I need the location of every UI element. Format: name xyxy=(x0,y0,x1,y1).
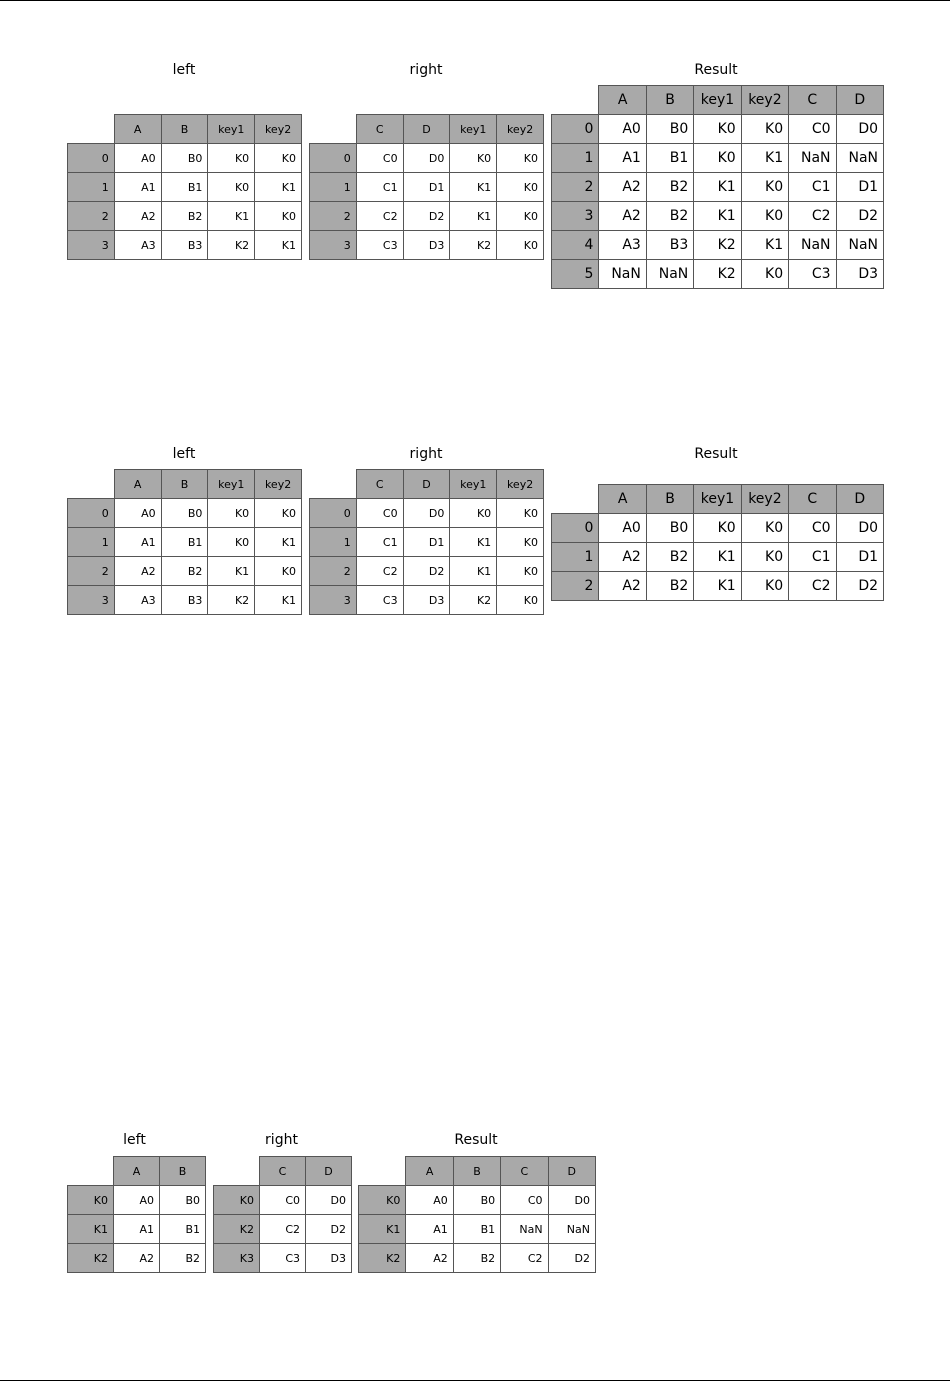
row-index: 2 xyxy=(68,202,115,231)
column-header: D xyxy=(548,1157,595,1186)
table-cell: D0 xyxy=(403,499,450,528)
corner-cell xyxy=(359,1157,406,1186)
column-header: C xyxy=(501,1157,548,1186)
table-cell: B2 xyxy=(453,1244,500,1273)
table-cell: K2 xyxy=(208,586,255,615)
table-row xyxy=(68,202,302,231)
top-rule xyxy=(0,0,950,1)
table-cell: K0 xyxy=(208,528,255,557)
left-table-title: left xyxy=(172,62,196,78)
row-index: 1 xyxy=(68,528,115,557)
table-row xyxy=(214,1244,352,1273)
row-index: 2 xyxy=(310,202,357,231)
table-row xyxy=(552,115,884,144)
table-cell: C3 xyxy=(356,231,403,260)
table-cell: K1 xyxy=(450,528,497,557)
table-row xyxy=(68,173,302,202)
table-row xyxy=(214,1215,352,1244)
table-cell: B0 xyxy=(161,144,208,173)
table-row xyxy=(310,557,544,586)
row-index: 0 xyxy=(552,514,599,543)
table-cell: A1 xyxy=(406,1215,453,1244)
table-cell: A1 xyxy=(114,1215,160,1244)
table-cell: B0 xyxy=(161,499,208,528)
column-header: C xyxy=(356,470,403,499)
table-cell: K0 xyxy=(741,260,788,289)
table-cell: D1 xyxy=(836,543,883,572)
table-cell: K1 xyxy=(255,586,302,615)
table-cell: K0 xyxy=(255,557,302,586)
column-header: D xyxy=(306,1157,352,1186)
table-cell: B1 xyxy=(161,173,208,202)
table-cell: K1 xyxy=(208,202,255,231)
corner-cell xyxy=(214,1157,260,1186)
result-table xyxy=(551,484,884,601)
table-cell: A3 xyxy=(114,231,161,260)
row-index: K0 xyxy=(214,1186,260,1215)
column-header: key1 xyxy=(694,485,741,514)
table-cell: A0 xyxy=(114,144,161,173)
table-cell: K0 xyxy=(255,144,302,173)
table-row xyxy=(68,231,302,260)
right-table-title: right xyxy=(409,62,443,78)
table-row xyxy=(68,499,302,528)
table-cell: K1 xyxy=(694,543,741,572)
table-cell: B2 xyxy=(161,202,208,231)
column-header: D xyxy=(403,115,450,144)
table-cell: K0 xyxy=(497,144,544,173)
right-table xyxy=(309,114,544,260)
left-table-title: left xyxy=(172,446,196,462)
table-cell: D0 xyxy=(548,1186,595,1215)
row-index: 1 xyxy=(552,144,599,173)
header-row xyxy=(310,115,544,144)
table-cell: B1 xyxy=(646,144,693,173)
table-cell: K1 xyxy=(694,572,741,601)
table-cell: K1 xyxy=(450,557,497,586)
table-cell: D2 xyxy=(836,202,883,231)
right-table xyxy=(213,1156,352,1273)
table-cell: K0 xyxy=(741,543,788,572)
table-cell: K0 xyxy=(255,202,302,231)
table-cell: B2 xyxy=(646,543,693,572)
table-cell: NaN xyxy=(501,1215,548,1244)
table-cell: K1 xyxy=(255,528,302,557)
row-index: 1 xyxy=(310,173,357,202)
row-index: 1 xyxy=(310,528,357,557)
table-cell: K2 xyxy=(694,231,741,260)
column-header: A xyxy=(114,470,161,499)
table-row xyxy=(552,231,884,260)
column-header: D xyxy=(836,86,883,115)
table-cell: D2 xyxy=(548,1244,595,1273)
table-cell: C1 xyxy=(356,173,403,202)
row-index: 2 xyxy=(310,557,357,586)
row-index: 1 xyxy=(552,543,599,572)
table-cell: B2 xyxy=(646,572,693,601)
table-cell: K0 xyxy=(741,202,788,231)
table-cell: D3 xyxy=(403,231,450,260)
table-cell: K0 xyxy=(741,514,788,543)
table-cell: D2 xyxy=(403,202,450,231)
table-cell: A2 xyxy=(114,1244,160,1273)
header-row xyxy=(552,86,884,115)
table-cell: A0 xyxy=(599,115,646,144)
column-header: B xyxy=(161,470,208,499)
table-cell: B2 xyxy=(161,557,208,586)
table-cell: K1 xyxy=(255,231,302,260)
table-cell: K0 xyxy=(497,202,544,231)
corner-cell xyxy=(68,1157,114,1186)
table-cell: C2 xyxy=(501,1244,548,1273)
row-index: 3 xyxy=(310,231,357,260)
table-cell: K1 xyxy=(694,202,741,231)
table-cell: B2 xyxy=(646,173,693,202)
table-cell: C2 xyxy=(789,202,836,231)
bottom-rule xyxy=(0,1380,950,1381)
header-row xyxy=(310,470,544,499)
table-cell: B0 xyxy=(160,1186,206,1215)
row-index: 0 xyxy=(552,115,599,144)
table-row xyxy=(310,231,544,260)
table-row xyxy=(359,1215,596,1244)
table-cell: A2 xyxy=(599,173,646,202)
header-row xyxy=(68,1157,206,1186)
row-index: 3 xyxy=(310,586,357,615)
left-table xyxy=(67,1156,206,1273)
row-index: 0 xyxy=(310,499,357,528)
table-cell: C2 xyxy=(356,202,403,231)
column-header: A xyxy=(599,86,646,115)
row-index: 3 xyxy=(552,202,599,231)
table-row xyxy=(552,144,884,173)
table-cell: K0 xyxy=(694,115,741,144)
table-cell: C2 xyxy=(789,572,836,601)
column-header: C xyxy=(789,86,836,115)
table-cell: A0 xyxy=(599,514,646,543)
table-cell: A0 xyxy=(114,499,161,528)
table-cell: NaN xyxy=(836,231,883,260)
column-header: key2 xyxy=(741,86,788,115)
row-index: 3 xyxy=(68,586,115,615)
table-cell: A1 xyxy=(114,528,161,557)
row-index: K1 xyxy=(359,1215,406,1244)
table-cell: K0 xyxy=(450,499,497,528)
result-table xyxy=(551,85,884,289)
right-table-title: right xyxy=(265,1132,298,1148)
table-row xyxy=(68,1244,206,1273)
table-cell: K1 xyxy=(255,173,302,202)
table-cell: D1 xyxy=(403,173,450,202)
row-index: K1 xyxy=(68,1215,114,1244)
table-cell: D3 xyxy=(403,586,450,615)
table-cell: K0 xyxy=(497,173,544,202)
table-cell: K0 xyxy=(497,557,544,586)
table-cell: K0 xyxy=(497,528,544,557)
column-header: key1 xyxy=(450,115,497,144)
result-table-title: Result xyxy=(694,446,738,462)
row-index: 3 xyxy=(68,231,115,260)
table-cell: A1 xyxy=(599,144,646,173)
table-cell: D1 xyxy=(836,173,883,202)
header-row xyxy=(359,1157,596,1186)
result-table xyxy=(358,1156,596,1273)
table-cell: K2 xyxy=(694,260,741,289)
table-cell: C3 xyxy=(789,260,836,289)
column-header: A xyxy=(599,485,646,514)
table-row xyxy=(68,144,302,173)
table-cell: K0 xyxy=(741,173,788,202)
row-index: K3 xyxy=(214,1244,260,1273)
table-row xyxy=(552,543,884,572)
table-cell: B3 xyxy=(161,231,208,260)
corner-cell xyxy=(310,470,357,499)
left-table xyxy=(67,469,302,615)
table-cell: K0 xyxy=(741,572,788,601)
table-cell: D2 xyxy=(306,1215,352,1244)
column-header: key1 xyxy=(208,115,255,144)
column-header: B xyxy=(646,86,693,115)
table-row xyxy=(68,1215,206,1244)
table-cell: C0 xyxy=(789,514,836,543)
table-cell: A2 xyxy=(114,202,161,231)
table-cell: A2 xyxy=(599,543,646,572)
column-header: A xyxy=(114,115,161,144)
table-row xyxy=(552,572,884,601)
table-cell: C1 xyxy=(789,173,836,202)
table-row xyxy=(552,173,884,202)
table-cell: D0 xyxy=(306,1186,352,1215)
row-index: K0 xyxy=(359,1186,406,1215)
table-row xyxy=(214,1186,352,1215)
table-cell: K0 xyxy=(450,144,497,173)
table-row xyxy=(310,586,544,615)
table-cell: C0 xyxy=(260,1186,306,1215)
table-cell: C3 xyxy=(356,586,403,615)
row-index: 1 xyxy=(68,173,115,202)
table-cell: NaN xyxy=(789,231,836,260)
table-cell: NaN xyxy=(646,260,693,289)
table-cell: B1 xyxy=(453,1215,500,1244)
column-header: key1 xyxy=(450,470,497,499)
row-index: 0 xyxy=(310,144,357,173)
table-cell: K0 xyxy=(694,514,741,543)
row-index: K2 xyxy=(214,1215,260,1244)
table-cell: B1 xyxy=(161,528,208,557)
right-table-title: right xyxy=(409,446,443,462)
right-table xyxy=(309,469,544,615)
table-cell: A3 xyxy=(114,586,161,615)
row-index: 0 xyxy=(68,499,115,528)
table-row xyxy=(359,1244,596,1273)
table-cell: D2 xyxy=(403,557,450,586)
corner-cell xyxy=(68,115,115,144)
table-cell: B2 xyxy=(160,1244,206,1273)
table-cell: K0 xyxy=(741,115,788,144)
table-cell: K1 xyxy=(208,557,255,586)
table-row xyxy=(68,528,302,557)
table-cell: K0 xyxy=(208,173,255,202)
table-cell: K2 xyxy=(208,231,255,260)
table-row xyxy=(359,1186,596,1215)
table-cell: B2 xyxy=(646,202,693,231)
column-header: C xyxy=(789,485,836,514)
table-cell: K0 xyxy=(208,144,255,173)
row-index: K0 xyxy=(68,1186,114,1215)
table-cell: NaN xyxy=(789,144,836,173)
table-cell: K2 xyxy=(450,586,497,615)
table-cell: K2 xyxy=(450,231,497,260)
table-cell: A2 xyxy=(599,202,646,231)
table-cell: C3 xyxy=(260,1244,306,1273)
table-cell: C1 xyxy=(356,528,403,557)
corner-cell xyxy=(310,115,357,144)
table-cell: K1 xyxy=(450,173,497,202)
corner-cell xyxy=(552,485,599,514)
table-cell: A2 xyxy=(406,1244,453,1273)
table-row xyxy=(68,586,302,615)
table-cell: NaN xyxy=(548,1215,595,1244)
table-cell: C0 xyxy=(356,144,403,173)
table-cell: D0 xyxy=(836,514,883,543)
table-row xyxy=(310,173,544,202)
table-cell: NaN xyxy=(836,144,883,173)
header-row xyxy=(68,470,302,499)
column-header: key2 xyxy=(497,115,544,144)
corner-cell xyxy=(552,86,599,115)
table-cell: K0 xyxy=(497,586,544,615)
column-header: C xyxy=(260,1157,306,1186)
column-header: A xyxy=(114,1157,160,1186)
table-cell: C0 xyxy=(501,1186,548,1215)
table-row xyxy=(310,528,544,557)
table-cell: K1 xyxy=(694,173,741,202)
column-header: key2 xyxy=(497,470,544,499)
result-table-title: Result xyxy=(454,1132,498,1148)
column-header: key1 xyxy=(208,470,255,499)
table-row xyxy=(310,499,544,528)
column-header: B xyxy=(453,1157,500,1186)
header-row xyxy=(68,115,302,144)
table-cell: B3 xyxy=(646,231,693,260)
table-cell: C0 xyxy=(789,115,836,144)
column-header: key2 xyxy=(255,470,302,499)
table-cell: K1 xyxy=(741,144,788,173)
table-cell: C2 xyxy=(356,557,403,586)
column-header: A xyxy=(406,1157,453,1186)
table-cell: NaN xyxy=(599,260,646,289)
table-cell: B1 xyxy=(160,1215,206,1244)
table-cell: D3 xyxy=(306,1244,352,1273)
row-index: 4 xyxy=(552,231,599,260)
column-header: C xyxy=(356,115,403,144)
row-index: K2 xyxy=(68,1244,114,1273)
table-cell: A0 xyxy=(406,1186,453,1215)
corner-cell xyxy=(68,470,115,499)
table-row xyxy=(552,202,884,231)
column-header: D xyxy=(403,470,450,499)
left-table xyxy=(67,114,302,260)
table-cell: B3 xyxy=(161,586,208,615)
table-row xyxy=(68,1186,206,1215)
table-cell: B0 xyxy=(646,514,693,543)
table-cell: D2 xyxy=(836,572,883,601)
table-cell: D1 xyxy=(403,528,450,557)
table-cell: K1 xyxy=(741,231,788,260)
table-cell: B0 xyxy=(453,1186,500,1215)
column-header: B xyxy=(160,1157,206,1186)
table-row xyxy=(552,260,884,289)
table-cell: A3 xyxy=(599,231,646,260)
row-index: 5 xyxy=(552,260,599,289)
header-row xyxy=(552,485,884,514)
table-row xyxy=(310,144,544,173)
row-index: K2 xyxy=(359,1244,406,1273)
table-cell: A2 xyxy=(114,557,161,586)
column-header: D xyxy=(836,485,883,514)
table-cell: D0 xyxy=(403,144,450,173)
table-cell: A1 xyxy=(114,173,161,202)
table-cell: B0 xyxy=(646,115,693,144)
column-header: key2 xyxy=(741,485,788,514)
table-cell: C1 xyxy=(789,543,836,572)
table-cell: K0 xyxy=(255,499,302,528)
table-cell: A0 xyxy=(114,1186,160,1215)
table-cell: K0 xyxy=(208,499,255,528)
table-row xyxy=(310,202,544,231)
table-cell: D0 xyxy=(836,115,883,144)
result-table-title: Result xyxy=(694,62,738,78)
table-cell: C0 xyxy=(356,499,403,528)
table-cell: C2 xyxy=(260,1215,306,1244)
table-row xyxy=(68,557,302,586)
column-header: key1 xyxy=(694,86,741,115)
row-index: 2 xyxy=(552,572,599,601)
header-row xyxy=(214,1157,352,1186)
table-cell: K0 xyxy=(497,499,544,528)
table-cell: K1 xyxy=(450,202,497,231)
row-index: 0 xyxy=(68,144,115,173)
left-table-title: left xyxy=(123,1132,146,1148)
row-index: 2 xyxy=(68,557,115,586)
table-cell: A2 xyxy=(599,572,646,601)
table-cell: K0 xyxy=(694,144,741,173)
row-index: 2 xyxy=(552,173,599,202)
column-header: B xyxy=(161,115,208,144)
table-cell: D3 xyxy=(836,260,883,289)
column-header: key2 xyxy=(255,115,302,144)
table-row xyxy=(552,514,884,543)
column-header: B xyxy=(646,485,693,514)
table-cell: K0 xyxy=(497,231,544,260)
